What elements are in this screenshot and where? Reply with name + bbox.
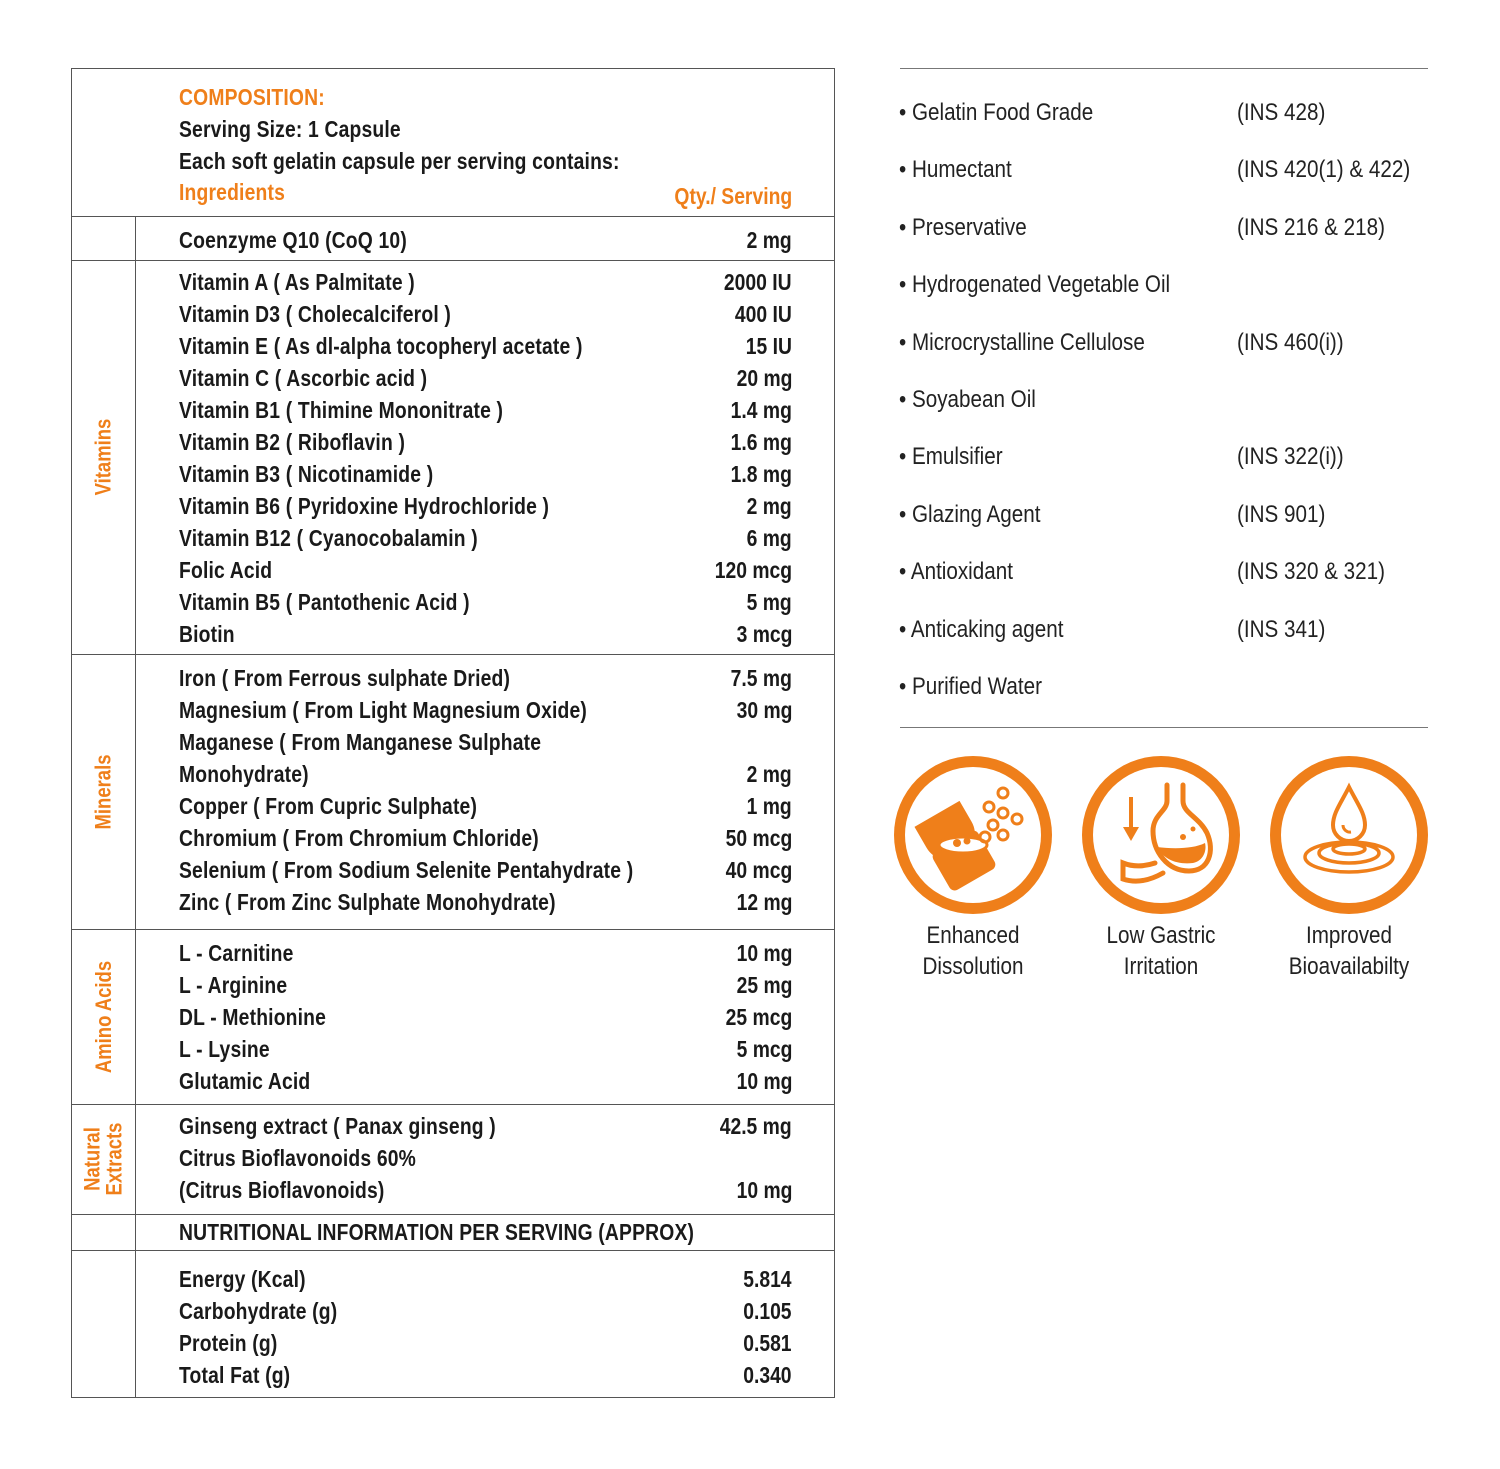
divider bbox=[72, 1250, 834, 1251]
ingredient-qty: 6 mg bbox=[746, 525, 792, 551]
category-label: Minerals bbox=[90, 754, 116, 829]
table-row bbox=[72, 726, 834, 758]
capsule-dissolve-icon bbox=[905, 767, 1041, 903]
excipient-name: • Preservative bbox=[899, 213, 1027, 241]
excipient-name: • Purified Water bbox=[899, 672, 1042, 700]
excipient-ins-code: (INS 341) bbox=[1237, 615, 1326, 643]
excipient-name: • Soyabean Oil bbox=[899, 385, 1036, 413]
badge-label-line1: Low Gastric bbox=[1106, 922, 1216, 949]
ingredient-qty: 3 mcg bbox=[736, 621, 792, 647]
badge-label-line2: Dissolution bbox=[922, 953, 1024, 980]
ingredient-name: L - Lysine bbox=[179, 1036, 270, 1062]
table-row bbox=[72, 854, 834, 886]
ingredient-name: Vitamin B6 ( Pyridoxine Hydrochloride ) bbox=[179, 493, 550, 519]
badge-improved-bioavailability bbox=[1270, 756, 1428, 982]
ingredient-name: L - Carnitine bbox=[179, 940, 294, 966]
ingredient-qty: 1.6 mg bbox=[730, 429, 792, 455]
excipients-list bbox=[899, 96, 1439, 727]
table-row bbox=[72, 586, 834, 618]
ingredient-qty: 5.814 bbox=[743, 1266, 792, 1292]
ingredient-name: Magnesium ( From Light Magnesium Oxide) bbox=[179, 697, 588, 723]
badge-low-gastric-irritation bbox=[1082, 756, 1240, 982]
table-row bbox=[72, 1065, 834, 1097]
ingredient-qty: 5 mg bbox=[746, 589, 792, 615]
ingredient-name: Copper ( From Cupric Sulphate) bbox=[179, 793, 478, 819]
coq10-qty: 2 mg bbox=[746, 227, 792, 253]
category-label-line2: Extracts bbox=[101, 1122, 127, 1196]
excipient-ins-code: (INS 460(i)) bbox=[1237, 328, 1344, 356]
ingredient-name: (Citrus Bioflavonoids) bbox=[179, 1177, 385, 1203]
minerals-rows bbox=[72, 662, 834, 918]
table-row bbox=[72, 298, 834, 330]
badge-label-line1: Enhanced bbox=[926, 922, 1020, 949]
table-row bbox=[72, 822, 834, 854]
badge-label-line2: Irritation bbox=[1123, 953, 1199, 980]
ingredient-qty: 10 mg bbox=[736, 1177, 792, 1203]
ingredient-qty: 10 mg bbox=[736, 1068, 792, 1094]
table-row bbox=[72, 394, 834, 426]
table-row bbox=[72, 969, 834, 1001]
table-row bbox=[72, 490, 834, 522]
ingredient-qty: 0.105 bbox=[743, 1298, 792, 1324]
ingredient-qty: 2000 IU bbox=[724, 269, 792, 295]
ingredient-qty: 15 IU bbox=[745, 333, 792, 359]
excipient-name: • Anticaking agent bbox=[899, 615, 1064, 643]
table-row bbox=[72, 554, 834, 586]
ingredient-qty: 1 mg bbox=[746, 793, 792, 819]
vitamins-rows bbox=[72, 266, 834, 650]
table-row bbox=[72, 618, 834, 650]
ingredient-name: DL - Methionine bbox=[179, 1004, 327, 1030]
ingredient-qty: 1.8 mg bbox=[730, 461, 792, 487]
ingredients-header: Ingredients bbox=[179, 179, 285, 205]
excipient-ins-code: (INS 216 & 218) bbox=[1237, 213, 1386, 241]
ingredient-qty: 2 mg bbox=[746, 761, 792, 787]
badge-enhanced-dissolution bbox=[894, 756, 1052, 982]
table-row bbox=[72, 458, 834, 490]
qty-header: Qty./ Serving bbox=[674, 183, 792, 209]
ingredient-qty: 30 mg bbox=[736, 697, 792, 723]
ingredient-name: Ginseng extract ( Panax ginseng ) bbox=[179, 1113, 496, 1139]
excipient-name: • Antioxidant bbox=[899, 558, 1013, 586]
table-row bbox=[72, 1001, 834, 1033]
ingredient-qty: 400 IU bbox=[735, 301, 792, 327]
ingredient-qty: 20 mg bbox=[736, 365, 792, 391]
table-row bbox=[72, 758, 834, 790]
ingredient-qty: 5 mcg bbox=[736, 1036, 792, 1062]
ingredient-name: Vitamin D3 ( Cholecalciferol ) bbox=[179, 301, 452, 327]
ingredient-qty: 25 mg bbox=[736, 972, 792, 998]
table-row bbox=[72, 266, 834, 298]
ingredient-name: Glutamic Acid bbox=[179, 1068, 311, 1094]
badge-label-line1: Improved bbox=[1305, 922, 1393, 949]
table-row bbox=[72, 937, 834, 969]
divider bbox=[72, 1214, 834, 1215]
table-row bbox=[72, 362, 834, 394]
excipient-ins-code: (INS 322(i)) bbox=[1237, 443, 1344, 471]
badge-label-line2: Bioavailabilty bbox=[1288, 953, 1410, 980]
table-row bbox=[72, 1327, 834, 1359]
excipient-name: • Emulsifier bbox=[899, 443, 1003, 471]
ingredient-qty: 7.5 mg bbox=[730, 665, 792, 691]
ingredient-name: Vitamin E ( As dl-alpha tocopheryl acetate ) bbox=[179, 333, 583, 359]
ingredient-name: Vitamin B5 ( Pantothenic Acid ) bbox=[179, 589, 470, 615]
ingredient-qty: 40 mcg bbox=[725, 857, 792, 883]
ingredient-qty: 1.4 mg bbox=[730, 397, 792, 423]
excipient-name: • Microcrystalline Cellulose bbox=[899, 328, 1145, 356]
table-row bbox=[72, 790, 834, 822]
ingredient-name: Selenium ( From Sodium Selenite Pentahydrate ) bbox=[179, 857, 634, 883]
ingredient-name: L - Arginine bbox=[179, 972, 288, 998]
ingredient-name: Protein (g) bbox=[179, 1330, 278, 1356]
category-label-line1: Natural bbox=[79, 1127, 105, 1191]
composition-table bbox=[71, 68, 835, 1398]
nutrition-rows bbox=[72, 1263, 834, 1391]
excipient-item bbox=[899, 383, 1439, 440]
serving-size: Serving Size: 1 Capsule bbox=[179, 116, 401, 142]
divider bbox=[72, 654, 834, 655]
ingredient-qty: 42.5 mg bbox=[720, 1113, 792, 1139]
ingredient-qty: 10 mg bbox=[736, 940, 792, 966]
ingredient-qty: 0.581 bbox=[743, 1330, 792, 1356]
table-row bbox=[72, 1110, 834, 1142]
excipient-item bbox=[899, 211, 1439, 268]
ingredient-name: Vitamin C ( Ascorbic acid ) bbox=[179, 365, 428, 391]
excipient-ins-code: (INS 420(1) & 422) bbox=[1237, 156, 1411, 184]
ingredient-name: Biotin bbox=[179, 621, 235, 647]
divider bbox=[72, 260, 834, 261]
excipient-item bbox=[899, 670, 1439, 727]
ingredient-name: Vitamin B12 ( Cyanocobalamin ) bbox=[179, 525, 478, 551]
excipients-top-rule bbox=[900, 68, 1428, 69]
excipient-name: • Gelatin Food Grade bbox=[899, 99, 1094, 126]
divider bbox=[72, 929, 834, 930]
table-row bbox=[72, 1295, 834, 1327]
excipient-item bbox=[899, 498, 1439, 555]
ingredient-name: Vitamin B2 ( Riboflavin ) bbox=[179, 429, 406, 455]
excipient-name: • Hydrogenated Vegetable Oil bbox=[899, 271, 1171, 299]
table-row bbox=[72, 1263, 834, 1295]
composition-title: COMPOSITION: bbox=[179, 84, 325, 110]
badge-ring bbox=[1082, 756, 1240, 914]
ingredient-name: Citrus Bioflavonoids 60% bbox=[179, 1145, 416, 1171]
table-row bbox=[72, 694, 834, 726]
ingredient-name: Energy (Kcal) bbox=[179, 1266, 306, 1292]
excipient-item bbox=[899, 613, 1439, 670]
ingredient-name: Monohydrate) bbox=[179, 761, 309, 787]
excipient-item bbox=[899, 153, 1439, 210]
ingredient-qty: 25 mcg bbox=[725, 1004, 792, 1030]
excipient-item bbox=[899, 326, 1439, 383]
excipient-item bbox=[899, 555, 1439, 612]
table-row bbox=[72, 330, 834, 362]
serving-contains: Each soft gelatin capsule per serving contains: bbox=[179, 148, 620, 174]
ingredient-qty: 50 mcg bbox=[725, 825, 792, 851]
table-row bbox=[72, 662, 834, 694]
excipient-name: • Glazing Agent bbox=[899, 500, 1041, 528]
ingredient-name: Vitamin B3 ( Nicotinamide ) bbox=[179, 461, 434, 487]
table-row bbox=[72, 426, 834, 458]
amino-acids-rows bbox=[72, 937, 834, 1097]
badge-ring bbox=[894, 756, 1052, 914]
excipient-item bbox=[899, 268, 1439, 325]
ingredient-name: Zinc ( From Zinc Sulphate Monohydrate) bbox=[179, 889, 556, 915]
excipients-bottom-rule bbox=[900, 727, 1428, 728]
nutrition-header: NUTRITIONAL INFORMATION PER SERVING (APPROX) bbox=[179, 1219, 695, 1245]
ingredient-name: Carbohydrate (g) bbox=[179, 1298, 338, 1324]
ingredient-name: Total Fat (g) bbox=[179, 1362, 291, 1388]
table-row bbox=[72, 1174, 834, 1206]
ingredient-qty: 2 mg bbox=[746, 493, 792, 519]
badge-ring bbox=[1270, 756, 1428, 914]
ingredient-name: Maganese ( From Manganese Sulphate bbox=[179, 729, 542, 755]
category-label: Vitamins bbox=[90, 418, 116, 496]
table-row bbox=[72, 522, 834, 554]
coq10-name: Coenzyme Q10 (CoQ 10) bbox=[179, 227, 407, 253]
excipient-name: • Humectant bbox=[899, 156, 1012, 184]
ingredient-qty: 0.340 bbox=[743, 1362, 792, 1388]
table-row bbox=[72, 1142, 834, 1174]
excipient-ins-code: (INS 320 & 321) bbox=[1237, 558, 1386, 586]
ingredient-name: Vitamin B1 ( Thimine Mononitrate ) bbox=[179, 397, 504, 423]
table-row bbox=[72, 1033, 834, 1065]
natural-extracts-rows bbox=[72, 1110, 834, 1206]
excipient-item bbox=[899, 96, 1439, 153]
divider bbox=[72, 216, 834, 217]
droplet-ripple-icon bbox=[1281, 767, 1417, 903]
table-row bbox=[72, 886, 834, 918]
excipient-item bbox=[899, 440, 1439, 497]
ingredient-qty: 12 mg bbox=[736, 889, 792, 915]
ingredient-name: Vitamin A ( As Palmitate ) bbox=[179, 269, 415, 295]
excipient-ins-code: (INS 428) bbox=[1237, 99, 1326, 126]
table-row bbox=[72, 1359, 834, 1391]
excipient-ins-code: (INS 901) bbox=[1237, 500, 1326, 528]
ingredient-name: Iron ( From Ferrous sulphate Dried) bbox=[179, 665, 511, 691]
ingredient-name: Folic Acid bbox=[179, 557, 273, 583]
stomach-icon bbox=[1093, 767, 1229, 903]
ingredient-qty: 120 mcg bbox=[714, 557, 792, 583]
ingredient-name: Chromium ( From Chromium Chloride) bbox=[179, 825, 539, 851]
divider bbox=[72, 1104, 834, 1105]
category-label: Amino Acids bbox=[90, 960, 116, 1073]
